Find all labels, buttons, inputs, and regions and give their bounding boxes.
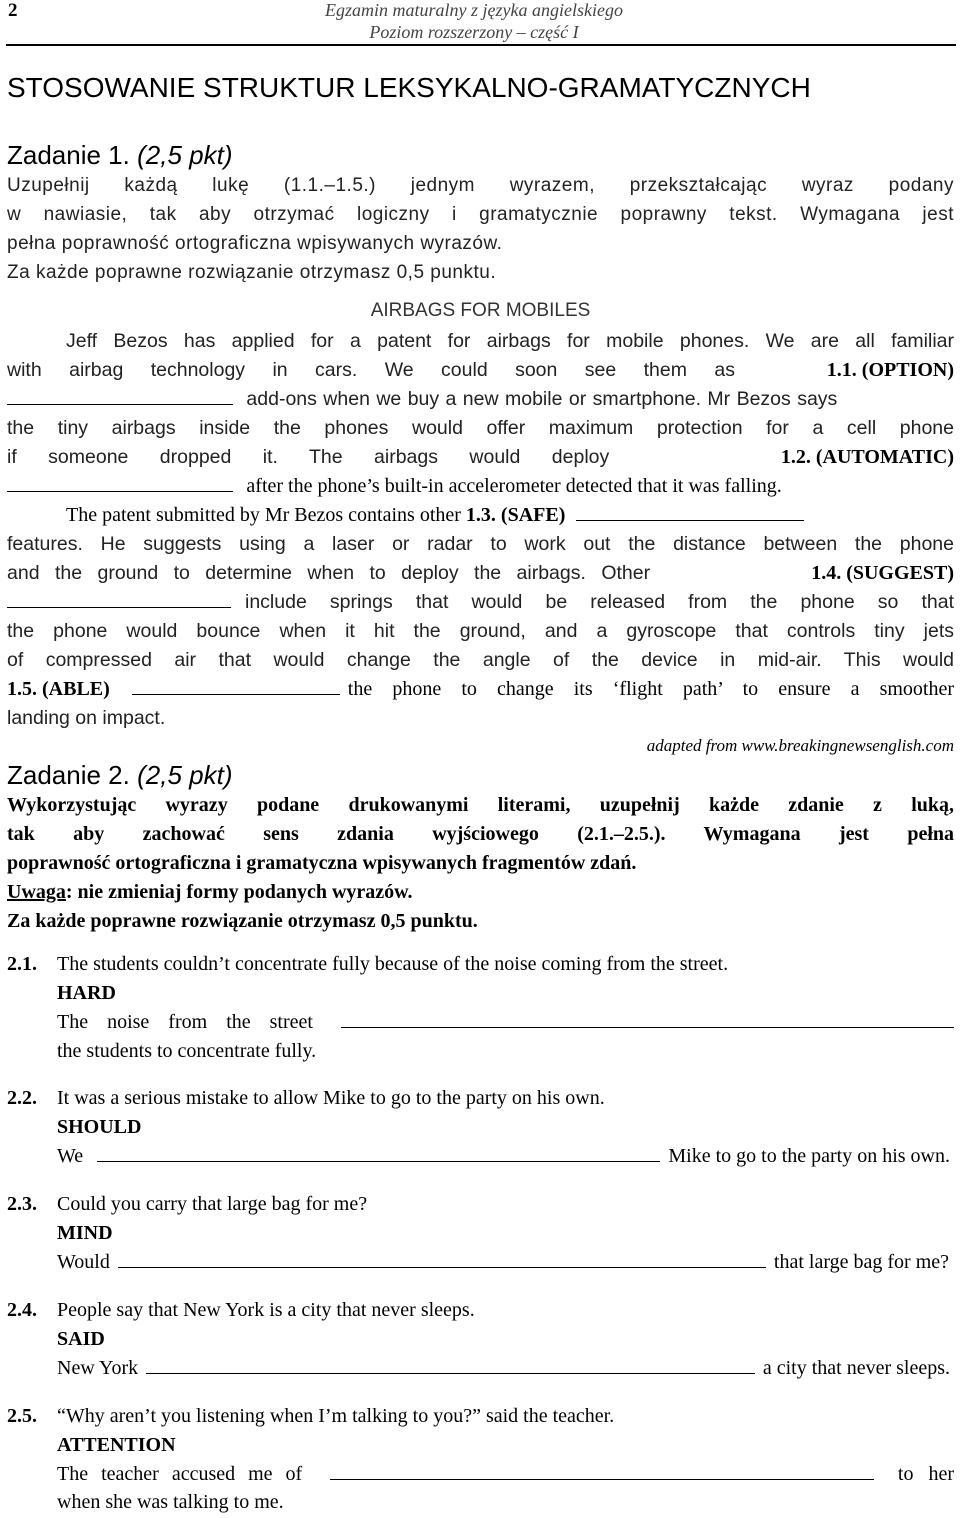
text-line: [7, 388, 954, 411]
item-sentence: Could you carry that large bag for me?: [57, 1193, 368, 1215]
text-line: [7, 359, 954, 382]
exam-title: Egzamin maturalny z języka angielskiego: [325, 0, 623, 20]
task2-heading: [7, 760, 954, 791]
item-keyword: ATTENTION: [57, 1434, 176, 1456]
text-line: of compressed air that would change the angle of the device in mid-air. This would: [7, 649, 954, 671]
text-line: [7, 678, 954, 701]
text-line: the phone would bounce when it hit the ground, and a gyroscope that controls tiny jets: [7, 620, 954, 642]
task1-heading: [7, 140, 954, 171]
text-line-part: and the ground to determine when to deploy the airbags. Other: [7, 562, 651, 584]
item-continuation: the students to concentrate fully.: [57, 1040, 317, 1062]
gap-1-4-blank[interactable]: [7, 606, 231, 608]
gap-1-2-blank[interactable]: [7, 490, 233, 492]
text-line: [7, 591, 954, 614]
item-start: We: [57, 1145, 84, 1167]
text-line: features. He suggests using a laser or radar to work out the distance between the phone: [7, 533, 954, 555]
task2-instruction-2: tak aby zachować sens zdania wyjściowego (2.1.–2.5.). Wymagana jest pełna: [7, 823, 954, 845]
task1-heading-label: Zadanie 1.: [7, 140, 130, 170]
note-label: Uwaga: [7, 881, 66, 903]
item-answer-line: [57, 1357, 950, 1380]
task2-points: (2,5 pkt): [137, 760, 233, 790]
gap-1-3-prompt: 1.3. (SAFE): [465, 504, 566, 526]
answer-blank[interactable]: [97, 1160, 660, 1162]
source-credit: adapted from www.breakingnewsenglish.com: [646, 736, 954, 755]
text-line: [66, 504, 960, 527]
text-line: [7, 475, 954, 498]
task1-points: (2,5 pkt): [137, 140, 233, 170]
item-sentence: People say that New York is a city that never sleeps.: [57, 1299, 475, 1321]
gap-1-1-prompt: 1.1. (OPTION): [826, 359, 954, 381]
item-answer-line: [57, 1145, 950, 1168]
item-keyword: HARD: [57, 982, 116, 1004]
item-keyword: SAID: [57, 1328, 105, 1350]
task2-note: [7, 881, 954, 904]
page-number: 2: [8, 0, 18, 21]
item-number: 2.1.: [7, 953, 37, 975]
gap-1-3-blank[interactable]: [576, 519, 804, 521]
text-line: [7, 446, 954, 469]
exam-level: Poziom rozszerzony – część I: [369, 22, 579, 42]
answer-blank[interactable]: [146, 1372, 755, 1374]
text-line-part: with airbag technology in cars. We could soon see them as: [7, 359, 735, 381]
answer-blank[interactable]: [341, 1026, 954, 1028]
exam-header: [314, 0, 634, 43]
task2-instruction-1: Wykorzystując wyrazy podane drukowanymi literami, uzupełnij każde zdanie z luką,: [7, 794, 954, 816]
task1-instruction-1: Uzupełnij każdą lukę (1.1.–1.5.) jednym wyrazem, przekształcając wyraz podany: [7, 175, 954, 196]
item-sentence: It was a serious mistake to allow Mike to go to the party on his own.: [57, 1087, 605, 1109]
item-end: that large bag for me?: [773, 1251, 949, 1273]
text-line: Jeff Bezos has applied for a patent for airbags for mobile phones. We are all familiar: [66, 330, 954, 352]
text-line-part: after the phone’s built-in accelerometer detected that it was falling.: [246, 475, 782, 497]
text-line-part: add-ons when we buy a new mobile or smartphone. Mr Bezos says: [246, 388, 838, 410]
item-sentence: The students couldn’t concentrate fully because of the noise coming from the street.: [57, 953, 729, 975]
item-number: 2.4.: [7, 1299, 37, 1321]
item-number: 2.2.: [7, 1087, 37, 1109]
item-continuation: when she was talking to me.: [57, 1491, 284, 1513]
item-start: The teacher accused me of: [57, 1463, 303, 1485]
answer-blank[interactable]: [118, 1266, 766, 1268]
item-answer-line: [57, 1251, 949, 1274]
text-line-part: if someone dropped it. The airbags would deploy: [7, 446, 610, 468]
item-number: 2.3.: [7, 1193, 37, 1215]
item-end: to her: [897, 1463, 954, 1485]
item-start: Would: [57, 1251, 110, 1273]
text-line: landing on impact.: [7, 707, 166, 729]
gap-1-4-prompt: 1.4. (SUGGEST): [811, 562, 954, 584]
item-start: The noise from the street: [57, 1011, 313, 1033]
text-line-part: the phone to change its ‘flight path’ to ensure a smoother: [347, 678, 954, 700]
item-start: New York: [57, 1357, 139, 1379]
task2-heading-label: Zadanie 2.: [7, 760, 130, 790]
gap-1-5-prompt: 1.5. (ABLE): [7, 678, 110, 700]
task2-instruction-5: Za każde poprawne rozwiązanie otrzymasz 0,5 punktu.: [7, 910, 478, 932]
task1-instruction-4: Za każde poprawne rozwiązanie otrzymasz 0,5 punktu.: [7, 262, 497, 283]
item-keyword: SHOULD: [57, 1116, 142, 1138]
note-text: : nie zmieniaj formy podanych wyrazów.: [65, 881, 413, 903]
item-keyword: MIND: [57, 1222, 113, 1244]
text-line: [7, 562, 954, 585]
item-end: Mike to go to the party on his own.: [668, 1145, 950, 1167]
item-end: a city that never sleeps.: [762, 1357, 950, 1379]
header-rule: [6, 44, 956, 46]
answer-blank[interactable]: [330, 1478, 874, 1480]
gap-1-5-blank[interactable]: [132, 693, 340, 695]
item-answer-line: [57, 1011, 954, 1034]
text-title: AIRBAGS FOR MOBILES: [370, 300, 591, 321]
task1-instruction-2: w nawiasie, tak aby otrzymać logiczny i gramatycznie poprawny tekst. Wymagana jest: [7, 204, 954, 225]
task2-instruction-3: poprawność ortograficzna i gramatyczna wpisywanych fragmentów zdań.: [7, 852, 637, 874]
item-number: 2.5.: [7, 1405, 37, 1427]
gap-1-2-prompt: 1.2. (AUTOMATIC): [780, 446, 954, 468]
item-answer-line: [57, 1463, 954, 1486]
task1-instruction-3: pełna poprawność ortograficzna wpisywanych wyrazów.: [7, 233, 503, 254]
text-line-part: include springs that would be released from the phone so that: [245, 591, 954, 613]
text-line: the tiny airbags inside the phones would offer maximum protection for a cell phone: [7, 417, 954, 439]
text-line-part: The patent submitted by Mr Bezos contains other: [66, 504, 461, 526]
section-title: STOSOWANIE STRUKTUR LEKSYKALNO-GRAMATYCZNYCH: [7, 72, 811, 103]
item-sentence: “Why aren’t you listening when I’m talking to you?” said the teacher.: [57, 1405, 615, 1427]
gap-1-1-blank[interactable]: [7, 403, 233, 405]
